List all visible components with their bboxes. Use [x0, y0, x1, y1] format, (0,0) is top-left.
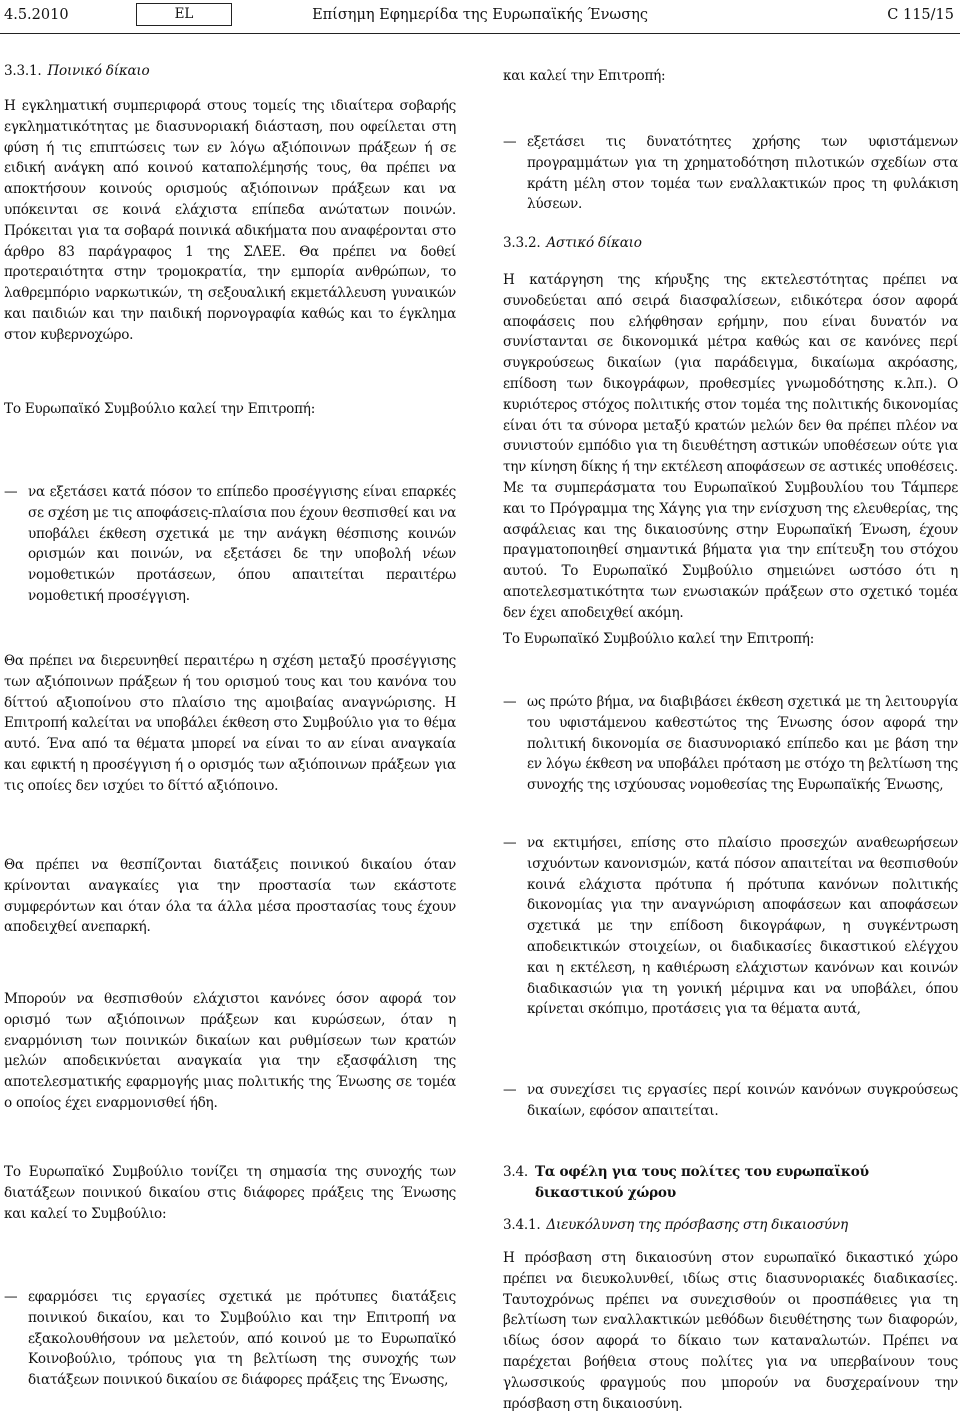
journal-title: Επίσημη Εφημερίδα της Ευρωπαϊκής Ένωσης — [312, 7, 648, 23]
dash-item-text: να εξετάσει κατά πόσον το επίπεδο προσέγγισης είναι επαρκές σε σχέση με τις αποφάσεις-πλαίσια που έχουν θεσπισθεί και να υποβάλει έκθεση σχετικά με την ανάγκη θέσπισης κοινών ορισμών και ποινών, να εξετάσει δε την υποβολή νέων νομοθετικών προτάσεων, όπου απαιτείται περαιτέρω νομοθετική προσέγγιση. — [28, 484, 456, 604]
dash-marker: — — [503, 134, 517, 150]
paragraph-calls-commission: και καλεί την Επιτροπή: — [503, 68, 666, 84]
dash-marker: — — [4, 484, 18, 500]
paragraph-minimum-rules: Μπορούν να θεσπισθούν ελάχιστοι κανόνες όσον αφορά τον ορισμό των αξιόποινων πράξεων και κυρώσεων, όταν η εναρμόνιση των ποινικών δικαίων και ρυθμίσεων των κρατών μελών αποδεικνύεται αναγκαία για την εξασφάλιση της αποτελεσματικής εφαρμογής μιας πολιτικής της Ένωσης σε τομέα ο οποίος έχει εναρμονισθεί ήδη. — [4, 991, 456, 1111]
page-reference: C 115/15 — [887, 7, 954, 23]
paragraph-consistency: Το Ευρωπαϊκό Συμβούλιο τονίζει τη σημασία της συνοχής των διατάξεων ποινικού δικαίου στις διάφορες πράξεις της Ένωσης και καλεί το Συμβούλιο: — [4, 1164, 456, 1222]
paragraph-access-to-justice: Η πρόσβαση στη δικαιοσύνη στον ευρωπαϊκό δικαστικό χώρο πρέπει να διευκολυνθεί, ιδίως στις διασυνοριακές διαδικασίες. Ταυτοχρόνως πρέπει να συνεχισθούν οι προσπάθειες για τη βελτίωση των εναλλακτικών μεθόδων διευθέτησης των διαφορών, ιδίως όσον αφορά το δίκαιο των καταναλωτών. Πρέπει να παρέχεται βοήθεια στους πολίτες για να υπερβαίνουν τους γλωσσικούς φραγμούς που μπορούν να δυσχεραίνουν την πρόσβαση στη δικαιοσύνη. — [503, 1250, 958, 1412]
dash-item-text: να συνεχίσει τις εργασίες περί κοινών κανόνων συγκρούσεως δικαίων, εφόσον απαιτείται. — [527, 1082, 958, 1119]
section-heading-3-3-2 — [503, 233, 958, 254]
dash-item-text: εφαρμόσει τις εργασίες σχετικά με πρότυπες διατάξεις ποινικού δικαίου, και το Συμβούλιο και την Επιτροπή να εξακολουθήσουν να μελετούν, από κοινού με το Ευρωπαϊκό Κοινοβούλιο, τρόπους για τη βελτίωση της συνοχής των διατάξεων ποινικού δικαίου σε διάφορες πράξεις της Ένωσης, — [28, 1289, 456, 1389]
section-heading-3-4-1 — [503, 1215, 958, 1236]
dash-item-text: ως πρώτο βήμα, να διαβιβάσει έκθεση σχετικά με τη λειτουργία του υφιστάμενου καθεστώτος της Ένωσης όσον αφορά την πολιτική δικονομία σε διασυνοριακό επίπεδο και με βάση την εν λόγω έκθεση να υποβάλει πρόταση με στόχο τη βελτίωση της συνοχής της ισχύουσας νομοθεσίας της Ευρωπαϊκής Ένωσης, — [527, 694, 958, 794]
dash-item-approximation — [4, 482, 456, 607]
dash-marker: — — [4, 1289, 18, 1305]
paragraph-council-calls-commission-2: Το Ευρωπαϊκό Συμβούλιο καλεί την Επιτροπή: — [503, 631, 815, 647]
language-code-box: EL — [136, 3, 232, 26]
section-title: Τα οφέλη για τους πολίτες του ευρωπαϊκού δικαστικού χώρου — [535, 1164, 869, 1201]
dash-item-text: εξετάσει τις δυνατότητες χρήσης των υφιστάμενων προγραμμάτων για τη χρηματοδότηση πιλοτικών σχεδίων στα κράτη μέλη στον τομέα των εναλλακτικών προς τη φυλάκιση λύσεων. — [527, 134, 958, 213]
section-number: 3.4.1. — [503, 1217, 541, 1233]
dash-marker: — — [503, 1082, 517, 1098]
dash-item-conflict-of-laws — [503, 1080, 958, 1122]
dash-item-model-provisions — [4, 1287, 456, 1391]
section-title: Διευκόλυνση της πρόσβασης στη δικαιοσύνη — [546, 1217, 848, 1233]
section-title: Αστικό δίκαιο — [546, 235, 642, 251]
paragraph-double-criminality: Θα πρέπει να διερευνηθεί περαιτέρω η σχέση μεταξύ προσέγγισης των αξιόποινων πράξεων ή του ορισμού τους και του κανόνα του δίττού αξιοποίνου στο πλαίσιο της αμοιβαίας αναγνώρισης. Η Επιτροπή καλείται να υποβάλει έκθεση στο Συμβούλιο για το θέμα αυτό. Ένα από τα θέματα μπορεί να είναι το αν είναι αναγκαία και εφικτή η προσέγγιση ή ο ορισμός των αξιόποινων πράξεων για τις οποίες δεν ισχύει το δίττό αξιόποινο. — [4, 653, 456, 794]
section-number: 3.4. — [503, 1164, 528, 1180]
section-number: 3.3.1. — [4, 63, 42, 79]
dash-marker: — — [503, 694, 517, 710]
section-heading-3-4 — [503, 1162, 958, 1204]
dash-item-funding-programmes — [503, 132, 958, 215]
dash-item-report-civil-procedure — [503, 692, 958, 796]
publication-date: 4.5.2010 — [4, 7, 69, 23]
paragraph-criminal-provisions: Θα πρέπει να θεσπίζονται διατάξεις ποινικού δικαίου όταν κρίνονται αναγκαίες για την προστασία των εκάστοτε συμφερόντων και όταν όλα τα άλλα μέσα προστασίας τους έχουν αποδειχθεί ανεπαρκή. — [4, 857, 456, 936]
paragraph-council-calls-commission: Το Ευρωπαϊκό Συμβούλιο καλεί την Επιτροπή: — [4, 401, 316, 417]
section-heading-3-3-1 — [4, 61, 456, 82]
paragraph-civil-law: Η κατάργηση της κήρυξης της εκτελεστότητας πρέπει να συνοδεύεται από σειρά διασφαλίσεων, ειδικότερα όσον αφορά αποφάσεις που ελήφθησαν ερήμην, που είναι δυνατόν να συνίστανται σε δικονομικά μέτρα καθώς και σε κανόνες περί συγκρούσεως δικαίων (για παράδειγμα, δικαίωμα ακρόασης, επίδοση των δικογράφων, προθεσμίες γνωμοδότησης κ.λπ.). Ο κυριότερος στόχος πολιτικής στον τομέα της πολιτικής δικονομίας είναι ότι τα σύνορα μεταξύ κρατών μελών δεν θα πρέπει πλέον να συνιστούν εμπόδιο για τη διευθέτηση αστικών υποθέσεων ούτε για την κίνηση δίκης ή την εκτέλεση αποφάσεων σε αστικές υποθέσεις. Με τα συμπεράσματα του Ευρωπαϊκού Συμβουλίου του Τάμπερε και το Πρόγραμμα της Χάγης για την ενίσχυση της ελευθερίας, της ασφάλειας και της δικαιοσύνης στην Ευρωπαϊκή Ένωση, έχουν πραγματοποιηθεί σημαντικά βήματα για την επίτευξη του στόχου αυτού. Το Ευρωπαϊκό Συμβούλιο σημειώνει ωστόσο ότι η αποτελεσματικότητα των ενωσιακών πράξεων στο σχετικό τομέα δεν έχει αποδειχθεί ακόμη. — [503, 272, 958, 621]
paragraph-criminal-law-intro: Η εγκληματική συμπεριφορά στους τομείς της ιδιαίτερα σοβαρής εγκληματικότητας με διασυνοριακή διάσταση, που οφείλεται στη φύση ή τις επιπτώσεις των εν λόγω αξιόποινων πράξεων ή σε ειδική ανάγκη από κοινού καταπολέμησής τους, θα πρέπει να αποκτήσουν κοινούς ορισμούς αξιόποινων πράξεων και να υπόκεινται σε κοινά ελάχιστα επίπεδα ανώτατων ποινών. Πρόκειται για τα σοβαρά ποινικά αδικήματα που αναφέρονται στο άρθρο 83 παράγραφος 1 της ΣΛΕΕ. Θα πρέπει να δοθεί προτεραιότητα στην τρομοκρατία, την εμπορία ανθρώπων, το λαθρεμπόριο ναρκωτικών, τη σεξουαλική εκμετάλλευση γυναικών και παιδιών και την παιδική πορνογραφία καθώς και το έγκλημα στον κυβερνοχώρο. — [4, 98, 456, 343]
dash-item-minimum-standards — [503, 833, 958, 1020]
header-rule — [0, 33, 960, 34]
dash-item-text: να εκτιμήσει, επίσης στο πλαίσιο προσεχών αναθεωρήσεων ισχυόντων κανονισμών, κατά πόσον απαιτείται να θεσπισθούν κοινά ελάχιστα πρότυπα ή πρότυπα κανόνων πολιτικής δικονομίας για την αναγνώριση αποφάσεων και αποφάσεων σχετικά με την επίδοση δικογράφων, η συγκέντρωση αποδεικτικών στοιχείων, οι διαδικασίες δικαστικού ελέγχου και η εκτέλεση, η καθιέρωση ελάχιστων κανόνων και κοινών διαδικασιών για τη γονική μέριμνα και να υποβάλει, όπου κρίνεται σκόπιμο, προτάσεις για τα θέματα αυτά, — [527, 835, 958, 1018]
section-number: 3.3.2. — [503, 235, 541, 251]
section-title: Ποινικό δίκαιο — [47, 63, 150, 79]
dash-marker: — — [503, 835, 517, 851]
page-header — [0, 0, 960, 32]
